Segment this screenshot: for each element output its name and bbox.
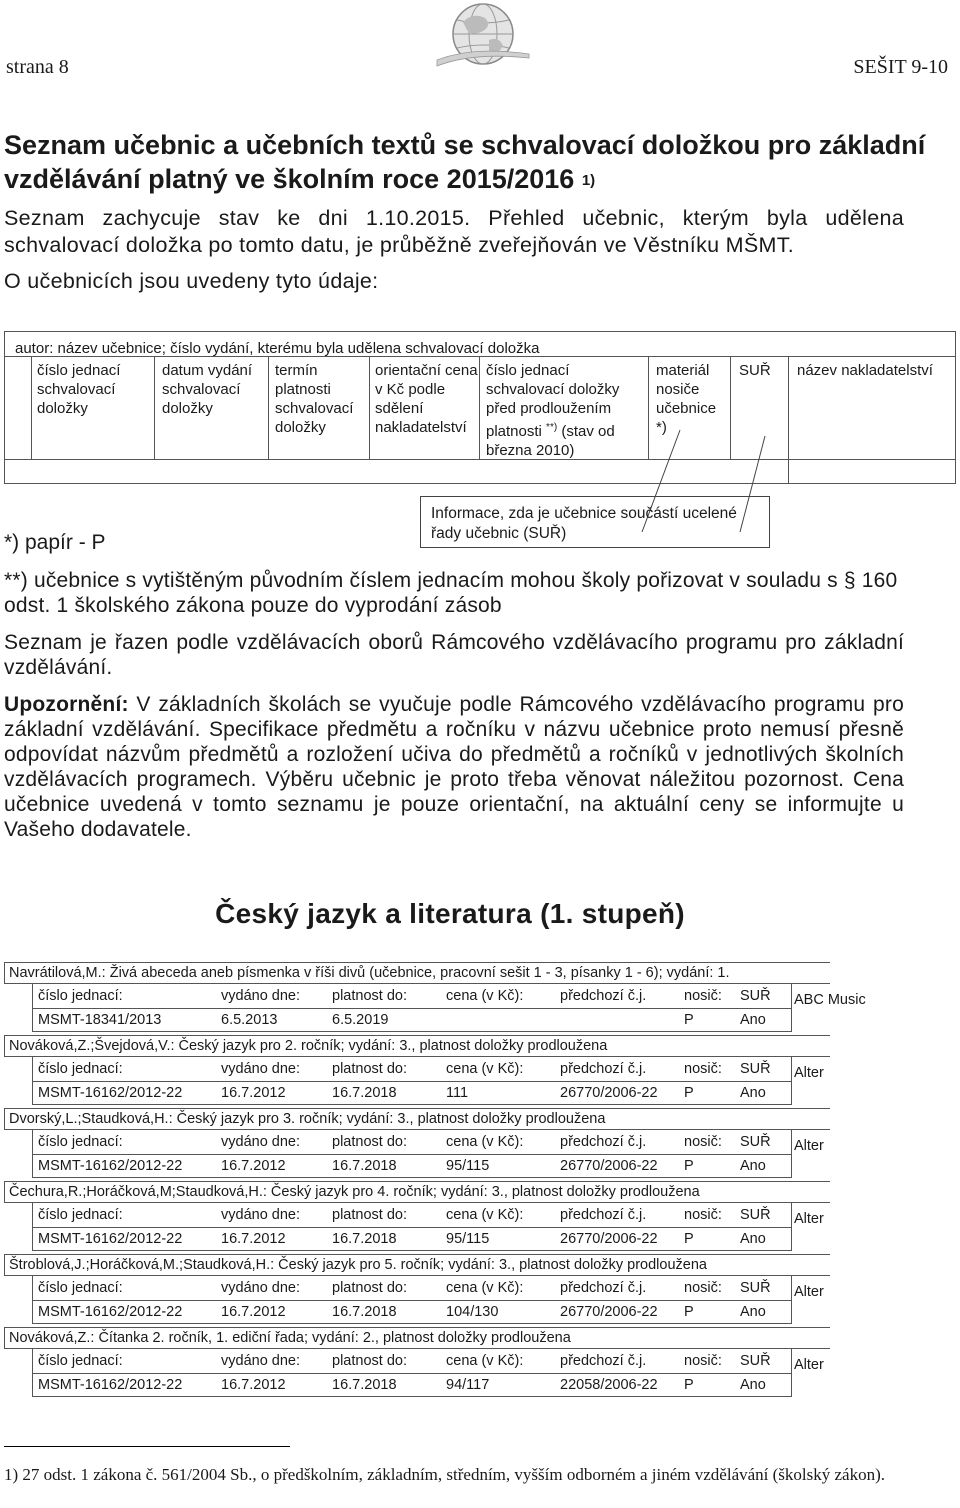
value-publisher: Alter xyxy=(794,1357,824,1373)
note-ordering: Seznam je řazen podle vzdělávacích oborů Rámcového vzdělávacího programu pro základní vzdělávání. xyxy=(4,631,904,679)
label-cj: číslo jednací: xyxy=(38,1353,123,1369)
entry-author-title: Nováková,Z.;Švejdová,V.: Český jazyk pro 2. ročník; vydání: 3., platnost doložky prodloužena xyxy=(4,1035,830,1057)
label-price: cena (v Kč): xyxy=(446,988,524,1004)
label-previous: předchozí č.j. xyxy=(560,1353,647,1369)
entry-author-title: Štroblová,J.;Horáčková,M.;Staudková,H.: Český jazyk pro 5. ročník; vydání: 3., platnost doložky prodloužena xyxy=(4,1254,830,1276)
value-medium: P xyxy=(684,1158,694,1174)
value-publisher: Alter xyxy=(794,1065,824,1081)
label-issued: vydáno dne: xyxy=(221,988,301,1004)
textbook-entry xyxy=(4,962,956,1035)
label-medium: nosič: xyxy=(684,1207,722,1223)
label-issued: vydáno dne: xyxy=(221,1134,301,1150)
label-previous: předchozí č.j. xyxy=(560,1207,647,1223)
label-cj: číslo jednací: xyxy=(38,988,123,1004)
divider xyxy=(33,1154,791,1155)
entry-author-title: Nováková,Z.: Čítanka 2. ročník, 1. ediční řada; vydání: 2., platnost doložky prodloužena xyxy=(4,1327,830,1349)
label-valid-until: platnost do: xyxy=(332,988,407,1004)
intro-paragraph: Seznam zachycuje stav ke dni 1.10.2015. Přehled učebnic, kterým byla udělena schvalovací doložka po tomto datu, je průběžně zveřejňován ve Věstníku MŠMT. xyxy=(4,206,904,257)
divider xyxy=(33,1300,791,1301)
value-medium: P xyxy=(684,1377,694,1393)
label-valid-until: platnost do: xyxy=(332,1353,407,1369)
label-sur: SUŘ xyxy=(740,1134,771,1150)
value-sur: Ano xyxy=(740,1231,766,1247)
value-previous: 26770/2006-22 xyxy=(560,1304,658,1320)
label-price: cena (v Kč): xyxy=(446,1353,524,1369)
value-sur: Ano xyxy=(740,1377,766,1393)
label-medium: nosič: xyxy=(684,1353,722,1369)
value-valid-until: 16.7.2018 xyxy=(332,1158,397,1174)
value-medium: P xyxy=(684,1012,694,1028)
schema-col-previous: číslo jednací schvalovací doložky před prodloužením platnosti **) (stav od března 2010) xyxy=(486,362,620,459)
textbook-entry xyxy=(4,1108,956,1181)
label-cj: číslo jednací: xyxy=(38,1134,123,1150)
label-sur: SUŘ xyxy=(740,1207,771,1223)
label-price: cena (v Kč): xyxy=(446,1207,524,1223)
textbook-entry xyxy=(4,1181,956,1254)
label-medium: nosič: xyxy=(684,988,722,1004)
value-cj: MSMT-16162/2012-22 xyxy=(38,1304,183,1320)
note-old-cj: **) učebnice s vytištěným původním číslem jednacím mohou školy pořizovat v souladu s § 160 odst. 1 školského zákona pouze do vyprodání zásob xyxy=(4,569,898,617)
label-cj: číslo jednací: xyxy=(38,1280,123,1296)
value-issued: 16.7.2012 xyxy=(221,1158,286,1174)
label-issued: vydáno dne: xyxy=(221,1207,301,1223)
value-valid-until: 16.7.2018 xyxy=(332,1231,397,1247)
value-cj: MSMT-16162/2012-22 xyxy=(38,1085,183,1101)
title-footnote-ref: 1) xyxy=(581,172,596,189)
value-previous: 26770/2006-22 xyxy=(560,1231,658,1247)
value-previous: 26770/2006-22 xyxy=(560,1158,658,1174)
value-issued: 6.5.2013 xyxy=(221,1012,278,1028)
value-price: 104/130 xyxy=(446,1304,499,1320)
schema-col-price: orientační cena v Kč podle sdělení nakladatelství xyxy=(375,362,478,436)
value-medium: P xyxy=(684,1304,694,1320)
entry-author-title: Čechura,R.;Horáčková,M;Staudková,H.: Český jazyk pro 4. ročník; vydání: 3., platnost doložky prodloužena xyxy=(4,1181,830,1203)
label-valid-until: platnost do: xyxy=(332,1280,407,1296)
divider xyxy=(33,1081,791,1082)
label-previous: předchozí č.j. xyxy=(560,1134,647,1150)
label-issued: vydáno dne: xyxy=(221,1353,301,1369)
schema-col-validity: termín platnosti schvalovací doložky xyxy=(275,362,354,436)
value-price: 94/117 xyxy=(446,1377,490,1393)
label-cj: číslo jednací: xyxy=(38,1207,123,1223)
value-valid-until: 16.7.2018 xyxy=(332,1377,397,1393)
label-previous: předchozí č.j. xyxy=(560,1280,647,1296)
label-cj: číslo jednací: xyxy=(38,1061,123,1077)
schema-col-sur: SUŘ xyxy=(739,362,771,379)
schema-col-cj: číslo jednací schvalovací doložky xyxy=(37,362,121,417)
label-valid-until: platnost do: xyxy=(332,1207,407,1223)
value-valid-until: 6.5.2019 xyxy=(332,1012,389,1028)
label-price: cena (v Kč): xyxy=(446,1134,524,1150)
label-price: cena (v Kč): xyxy=(446,1061,524,1077)
label-sur: SUŘ xyxy=(740,1280,771,1296)
divider xyxy=(33,1227,791,1228)
value-valid-until: 16.7.2018 xyxy=(332,1304,397,1320)
label-valid-until: platnost do: xyxy=(332,1134,407,1150)
label-sur: SUŘ xyxy=(740,1353,771,1369)
footnote-text: 1) 27 odst. 1 zákona č. 561/2004 Sb., o předškolním, základním, středním, vyšším odborném a jiném vzdělávání (školský zákon). xyxy=(4,1465,886,1484)
value-issued: 16.7.2012 xyxy=(221,1231,286,1247)
label-issued: vydáno dne: xyxy=(221,1061,301,1077)
label-medium: nosič: xyxy=(684,1134,722,1150)
value-publisher: Alter xyxy=(794,1138,824,1154)
value-publisher: Alter xyxy=(794,1211,824,1227)
value-cj: MSMT-16162/2012-22 xyxy=(38,1377,183,1393)
value-cj: MSMT-16162/2012-22 xyxy=(38,1231,183,1247)
warning-label: Upozornění: xyxy=(4,693,129,716)
entry-author-title: Dvorský,L.;Staudková,H.: Český jazyk pro 3. ročník; vydání: 3., platnost doložky prodloužena xyxy=(4,1108,830,1130)
value-medium: P xyxy=(684,1231,694,1247)
sur-info-box: Informace, zda je učebnice součástí ucelené řady učebnic (SUŘ) xyxy=(420,496,770,548)
value-valid-until: 16.7.2018 xyxy=(332,1085,397,1101)
value-previous: 26770/2006-22 xyxy=(560,1085,658,1101)
value-sur: Ano xyxy=(740,1304,766,1320)
note-paper: *) papír - P xyxy=(4,531,106,554)
divider xyxy=(33,1373,791,1374)
value-cj: MSMT-16162/2012-22 xyxy=(38,1158,183,1174)
schema-col-date: datum vydání schvalovací doložky xyxy=(162,362,253,417)
label-medium: nosič: xyxy=(684,1280,722,1296)
textbook-entry xyxy=(4,1327,956,1400)
label-issued: vydáno dne: xyxy=(221,1280,301,1296)
value-price: 95/115 xyxy=(446,1158,490,1174)
label-price: cena (v Kč): xyxy=(446,1280,524,1296)
value-price: 95/115 xyxy=(446,1231,490,1247)
label-valid-until: platnost do: xyxy=(332,1061,407,1077)
schema-col-medium: materiál nosiče učebnice *) xyxy=(656,362,717,436)
schema-col-publisher: název nakladatelství xyxy=(797,362,933,379)
label-sur: SUŘ xyxy=(740,988,771,1004)
value-issued: 16.7.2012 xyxy=(221,1377,286,1393)
label-previous: předchozí č.j. xyxy=(560,988,647,1004)
label-previous: předchozí č.j. xyxy=(560,1061,647,1077)
label-medium: nosič: xyxy=(684,1061,722,1077)
schema-author-line: autor: název učebnice; číslo vydání, kterému byla udělena schvalovací doložka xyxy=(15,340,540,357)
textbook-entry xyxy=(4,1254,956,1327)
value-previous: 22058/2006-22 xyxy=(560,1377,658,1393)
warning-paragraph xyxy=(4,692,904,842)
value-publisher: Alter xyxy=(794,1284,824,1300)
intro-data-label: O učebnicích jsou uvedeny tyto údaje: xyxy=(4,269,379,293)
warning-text: V základních školách se vyučuje podle Rámcového vzdělávacího programu pro základní vzdělávání. Specifikace předmětu a ročníku v názvu učebnice proto nemusí přesně odpovídat názvům předmětů a rozložení učiva do předmětů a ročníků v jednotlivých školních vzdělávacích programech. Výběru učebnic je proto třeba věnovat náležitou pozornost. Cena učebnice uvedená v tomto seznamu je pouze orientační, na aktuální ceny se informujte u Vašeho dodavatele. xyxy=(4,693,904,841)
value-medium: P xyxy=(684,1085,694,1101)
section-title: Český jazyk a literatura (1. stupeň) xyxy=(215,898,685,929)
value-cj: MSMT-18341/2013 xyxy=(38,1012,162,1028)
value-issued: 16.7.2012 xyxy=(221,1085,286,1101)
value-sur: Ano xyxy=(740,1158,766,1174)
value-issued: 16.7.2012 xyxy=(221,1304,286,1320)
page-number: strana 8 xyxy=(6,56,69,78)
value-publisher: ABC Music xyxy=(794,992,866,1008)
textbook-entry xyxy=(4,1035,956,1108)
entry-author-title: Navrátilová,M.: Živá abeceda aneb písmenka v říši divů (učebnice, pracovní sešit 1 - 3, písanky 1 - 6); vydání: 1. xyxy=(4,962,830,984)
footnote-divider xyxy=(4,1446,290,1447)
divider xyxy=(33,1008,791,1009)
page-title: Seznam učebnic a učebních textů se schvalovací doložkou pro základní vzdělávání platný ve školním roce 2015/2016 $^{1)}$ xyxy=(4,130,926,194)
label-sur: SUŘ xyxy=(740,1061,771,1077)
value-sur: Ano xyxy=(740,1012,766,1028)
value-price: 111 xyxy=(446,1085,469,1101)
value-sur: Ano xyxy=(740,1085,766,1101)
issue-label: SEŠIT 9-10 xyxy=(853,56,948,78)
textbook-list xyxy=(4,962,956,1400)
